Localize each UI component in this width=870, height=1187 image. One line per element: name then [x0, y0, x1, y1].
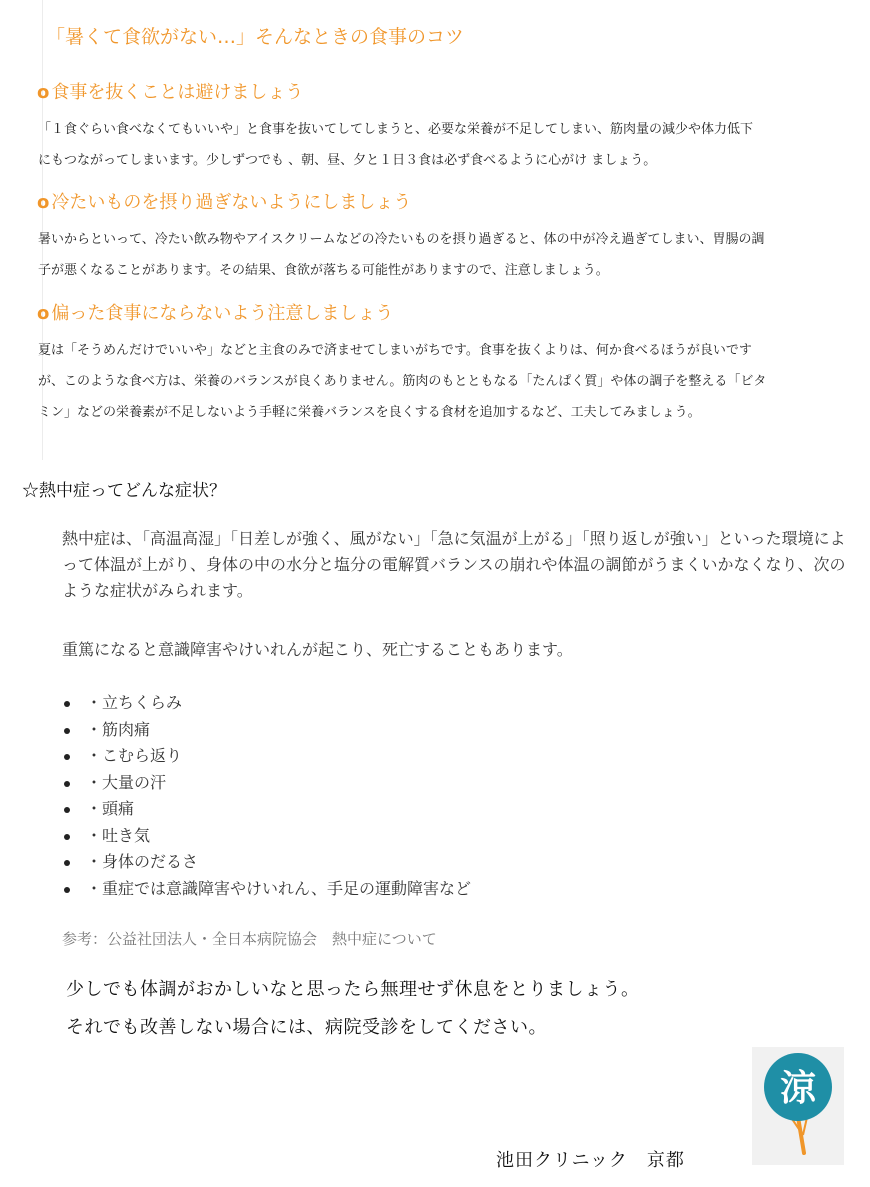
tip-body-skip-meals: 「１食ぐらい食べなくてもいいや」と食事を抜いてしてしまうと、必要な栄養が不足してしまい、筋肉量の減少や体力低下 にもつながってしまいます。少しずつでも 、朝、昼、夕と１日３食は必ず食べるように心がけ ましょう。	[38, 122, 754, 168]
tip-heading-skip-meals	[37, 78, 303, 104]
fan-kanji: 涼	[779, 1068, 817, 1109]
symptom-item: ・重症では意識障害やけいれん、手足の運動障害など	[62, 876, 471, 903]
tip-heading-text: 偏った食事にならないよう注意しましょう	[51, 303, 394, 324]
clinic-name: 池田クリニック 京都	[496, 1150, 685, 1171]
orange-circle-icon: o	[37, 82, 50, 103]
reference-note: 参考：公益社団法人・全日本病院協会 熱中症について	[62, 930, 437, 948]
uchiwa-fan-icon	[752, 1047, 844, 1165]
heatstroke-warning: 重篤になると意識障害やけいれんが起こり、死亡することもあります。	[62, 640, 573, 659]
advice-line-hospital: それでも改善しない場合には、病院受診をしてください。	[66, 1017, 547, 1038]
symptom-item: ・吐き気	[62, 823, 471, 850]
tip-heading-text: 食事を抜くことは避けましょう	[51, 82, 304, 103]
tip-heading-balanced-diet	[37, 299, 393, 325]
tip-body-balanced-diet: 夏は「そうめんだけでいいや」などと主食のみで済ませてしまいがちです。食事を抜くよりは、何か食べるほうが良いですが、このような食べ方は、栄養のバランスが良くありません。筋肉のもとともなる「たんぱく質」や体の調子を整える「ビタミン」などの栄養素が不足しないよう手軽に栄養バランスを良くする食材を追加するなど、工夫してみましょう。	[38, 343, 767, 420]
symptom-item: ・身体のだるさ	[62, 849, 471, 876]
symptom-item: ・こむら返り	[62, 743, 471, 770]
advice-line-rest: 少しでも体調がおかしいなと思ったら無理せず休息をとりましょう。	[66, 979, 640, 1000]
heatstroke-intro: 熱中症は、「高温高湿」「日差しが強く、風がない」「急に気温が上がる」「照り返しが強い」といった環境によって体温が上がり、身体の中の水分と塩分の電解質バランスの崩れや体温の調節がうまくいかなくなり、次のような症状がみられます。	[62, 529, 846, 600]
tip-body-cold-food: 暑いからといって、冷たい飲み物やアイスクリームなどの冷たいものを摂り過ぎると、体の中が冷え過ぎてしまい、胃腸の調子が悪くなることがあります。その結果、食欲が落ちる可能性がありますので、注意しましょう。	[38, 232, 765, 278]
orange-circle-icon: o	[37, 192, 50, 213]
symptom-list	[62, 690, 471, 902]
symptom-item: ・筋肉痛	[62, 717, 471, 744]
tip-heading-cold-food	[37, 188, 411, 214]
orange-circle-icon: o	[37, 303, 50, 324]
symptom-item: ・大量の汗	[62, 770, 471, 797]
tip-heading-text: 冷たいものを摂り過ぎないようにしましょう	[51, 192, 412, 213]
heatstroke-title: ☆熱中症ってどんな症状？	[22, 481, 226, 501]
meal-tips-title: 「暑くて食欲がない…」そんなときの食事のコツ	[46, 26, 465, 48]
symptom-item: ・頭痛	[62, 796, 471, 823]
symptom-item: ・立ちくらみ	[62, 690, 471, 717]
